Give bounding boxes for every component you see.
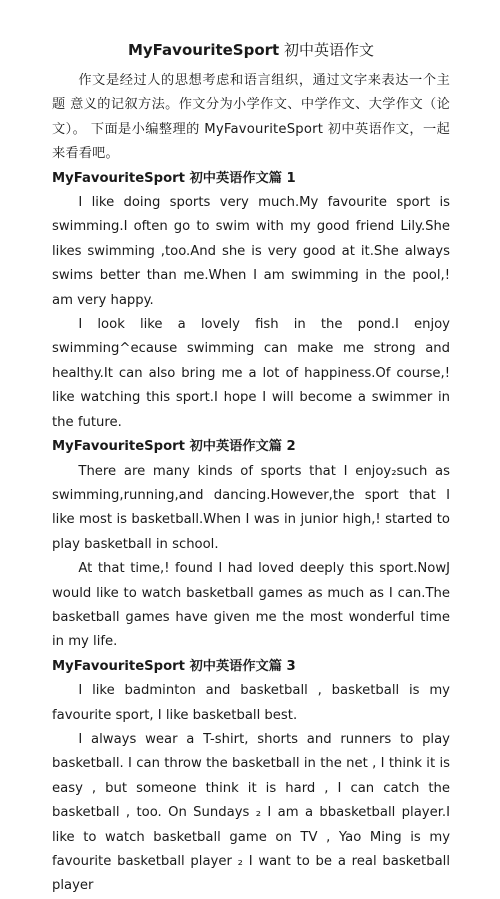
essay-3-paragraph-1: I like badminton and basketball , basketball is my favourite sport, I like basketball best.	[52, 683, 450, 723]
title-english: MyFavouriteSport	[127, 41, 280, 59]
essay-3-heading-en: MyFavouriteSport	[52, 658, 185, 674]
essay-1-heading-zh: 初中英语作文篇 1	[184, 170, 296, 186]
intro-paragraph: 作文是经过人的思想考虑和语言组织，通过文字来表达一个主题 意义的记叙方法。作文分为小学作文、中学作文、大学作文（论文）。 下面是小编整理的 MyFavouriteSport 初中英语作文，一起来看看吧。	[52, 73, 450, 162]
essay-3-heading-zh: 初中英语作文篇 3	[184, 658, 296, 674]
essay-2-paragraph-2: At that time,! found I had loved deeply this sport.NowJ would like to watch basketball games as much as I can.The basketball games have given me the most wonderful time in my life.	[52, 561, 450, 650]
essay-1-paragraph-1: I like doing sports very much.My favourite sport is swimming.I often go to swim with my good friend Lily.She likes swimming ,too.And she is very good at it.She always swims better than me.When I am swimming in the pool,! am very happy.	[52, 195, 450, 308]
document-page	[52, 40, 450, 899]
essay-1-heading	[52, 167, 450, 191]
essay-2-heading-en: MyFavouriteSport	[52, 439, 185, 455]
essay-2-paragraph-1: There are many kinds of sports that I enjoy₂such as swimming,running,and dancing.However,the sport that I like most is basketball.When I was in junior high,! started to play basketball in school.	[52, 463, 450, 552]
essay-3-heading	[52, 655, 450, 679]
essay-1-heading-en: MyFavouriteSport	[52, 170, 185, 186]
title-chinese: 初中英语作文	[279, 41, 375, 59]
document-title	[52, 40, 450, 60]
essay-2-heading	[52, 435, 450, 459]
essay-3-paragraph-2: I always wear a T-shirt, shorts and runners to play basketball. I can throw the basketball in the net , I think it is easy , but someone think it is hard , I can catch the basketball , too. On Sundays ₂ I am a bbasketball player.I like to watch basketball game on TV , Yao Ming is my favourite basketball player ₂ I want to be a real basketball player	[52, 731, 450, 894]
essay-1-paragraph-2: I look like a lovely fish in the pond.I enjoy swimming^ecause swimming can make me strong and healthy.It can also bring me a lot of happiness.Of course,! like watching this sport.I hope I will become a swimmer in the future.	[52, 317, 450, 430]
essay-2-heading-zh: 初中英语作文篇 2	[184, 439, 296, 455]
